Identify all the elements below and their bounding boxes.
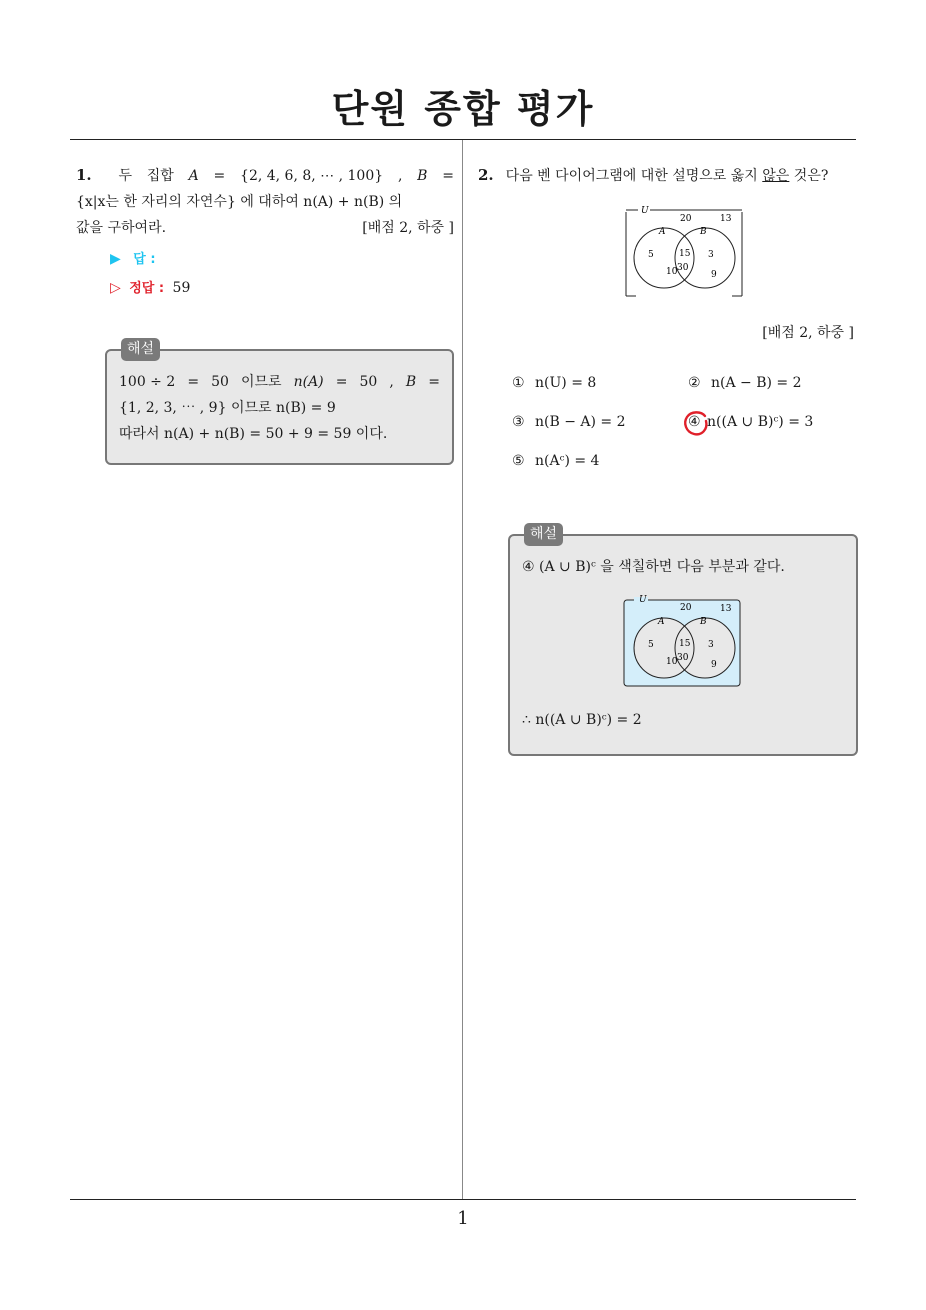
q1-word: = (213, 168, 226, 184)
q1-word: , (397, 168, 403, 184)
q1-solution-box (105, 341, 454, 465)
venn-value: 15 (679, 639, 691, 649)
q2-question-end: 것은? (789, 168, 829, 184)
venn-value: 15 (679, 249, 691, 259)
q2-question-line (478, 162, 858, 189)
q2-question-text: 다음 벤 다이어그램에 대한 설명으로 옳지 (505, 168, 763, 184)
q1-correct-value: 59 (172, 280, 191, 296)
q2-venn-diagram (622, 202, 746, 300)
column-divider (462, 140, 463, 1200)
choice-text: n((A ∪ B)ᶜ) = 3 (707, 414, 814, 430)
venn-value: 5 (648, 640, 654, 650)
sol-token: B (405, 374, 417, 390)
q1-solution-line-2: {1, 2, 3, ⋯ , 9} 이므로 n(B) = 9 (119, 400, 336, 416)
choice-text: n(Aᶜ) = 4 (535, 453, 600, 469)
q1-correct-row (110, 274, 454, 303)
venn-set-b-label: B (700, 617, 707, 627)
sol-token: 50 (359, 374, 378, 390)
venn-value: 30 (677, 653, 689, 663)
q1-answer-row (110, 245, 454, 274)
play-outline-icon: ▷ (110, 280, 121, 296)
q1-answer-label: 답 : (133, 252, 156, 267)
sol-token: n(A) (293, 374, 324, 390)
sol-token: 100 ÷ 2 (119, 374, 176, 390)
page-number: 1 (457, 1208, 469, 1229)
choice-mark: ④ (688, 414, 701, 430)
sol-token: , (389, 374, 394, 390)
venn-set-a-label: A (658, 617, 665, 627)
venn-value: 20 (680, 603, 692, 613)
choice-mark: ⑤ (512, 453, 525, 469)
q1-word: = (442, 168, 454, 184)
choice-mark: ② (688, 375, 701, 391)
choice-mark: ① (512, 375, 525, 391)
q1-number: 1. (76, 166, 92, 184)
venn-set-b-label: B (700, 227, 707, 237)
venn-value: 13 (720, 604, 732, 614)
sol-token: = (335, 374, 348, 390)
sol-token: 50 (211, 374, 229, 390)
play-icon: ▶ (110, 251, 121, 267)
venn-value: 30 (677, 263, 689, 273)
q1-solution-line-3: 따라서 n(A) + n(B) = 50 + 9 = 59 이다. (119, 426, 388, 442)
question-2 (478, 162, 858, 189)
q2-solution-conclusion: ∴ n((A ∪ B)ᶜ) = 2 (522, 712, 642, 728)
header-divider (70, 139, 856, 140)
q1-solution-line-1 (119, 369, 440, 395)
q2-question-emphasis: 않은 (762, 168, 790, 184)
q2-choice-3[interactable] (512, 414, 626, 430)
q1-score: [배점 2, 하중 ] (362, 220, 454, 236)
venn-value: 9 (711, 270, 717, 280)
venn-value: 10 (666, 657, 678, 667)
venn-universe-label: U (639, 595, 647, 605)
sol-token: = (428, 374, 440, 390)
q1-set-a-elements: {2, 4, 6, 8, ⋯ , 100} (240, 168, 384, 184)
venn-value: 9 (711, 660, 717, 670)
page-title: 단원 종합 평가 (331, 87, 595, 131)
q1-word: 집합 (146, 168, 174, 184)
choice-mark: ③ (512, 414, 525, 430)
selected-answer-circle-icon (681, 408, 711, 438)
q2-solution-tag: 해설 (524, 523, 563, 546)
venn-value: 3 (708, 250, 714, 260)
sol-token: = (187, 374, 200, 390)
q1-line-1 (76, 162, 454, 189)
q1-word: 두 (118, 168, 132, 184)
q2-number: 2. (478, 166, 494, 184)
q2-choice-5[interactable] (512, 453, 599, 469)
choice-text: n(U) = 8 (535, 375, 597, 391)
venn-set-a-label: A (659, 227, 666, 237)
question-1 (76, 162, 454, 303)
venn-value: 10 (666, 267, 678, 277)
footer-divider (70, 1199, 856, 1200)
q1-line-3 (76, 215, 454, 241)
q1-correct-label: 정답 : (129, 281, 165, 296)
choice-text: n(B − A) = 2 (535, 414, 626, 430)
venn-value: 5 (648, 250, 654, 260)
q2-choice-2[interactable] (688, 375, 802, 391)
q1-set-b: B (417, 168, 428, 184)
q1-solution-tag: 해설 (121, 338, 160, 361)
venn-value: 3 (708, 640, 714, 650)
choice-text: n(A − B) = 2 (711, 375, 802, 391)
q2-solution-venn-diagram (620, 594, 744, 690)
q2-choice-1[interactable] (512, 375, 596, 391)
venn-value: 13 (720, 214, 732, 224)
q2-solution-line-1: ④ (A ∪ B)ᶜ 을 색칠하면 다음 부분과 같다. (522, 559, 785, 575)
venn-universe-label: U (641, 206, 649, 216)
sol-token: 이므로 (240, 374, 282, 390)
q1-set-a: A (188, 168, 199, 184)
venn-value: 20 (680, 214, 692, 224)
q1-answer-block (110, 245, 454, 303)
q1-line-2: {x|x는 한 자리의 자연수} 에 대하여 n(A) + n(B) 의 (76, 194, 403, 210)
q1-line-3-text: 값을 구하여라. (76, 220, 167, 236)
q2-score: [배점 2, 하중 ] (762, 325, 854, 341)
